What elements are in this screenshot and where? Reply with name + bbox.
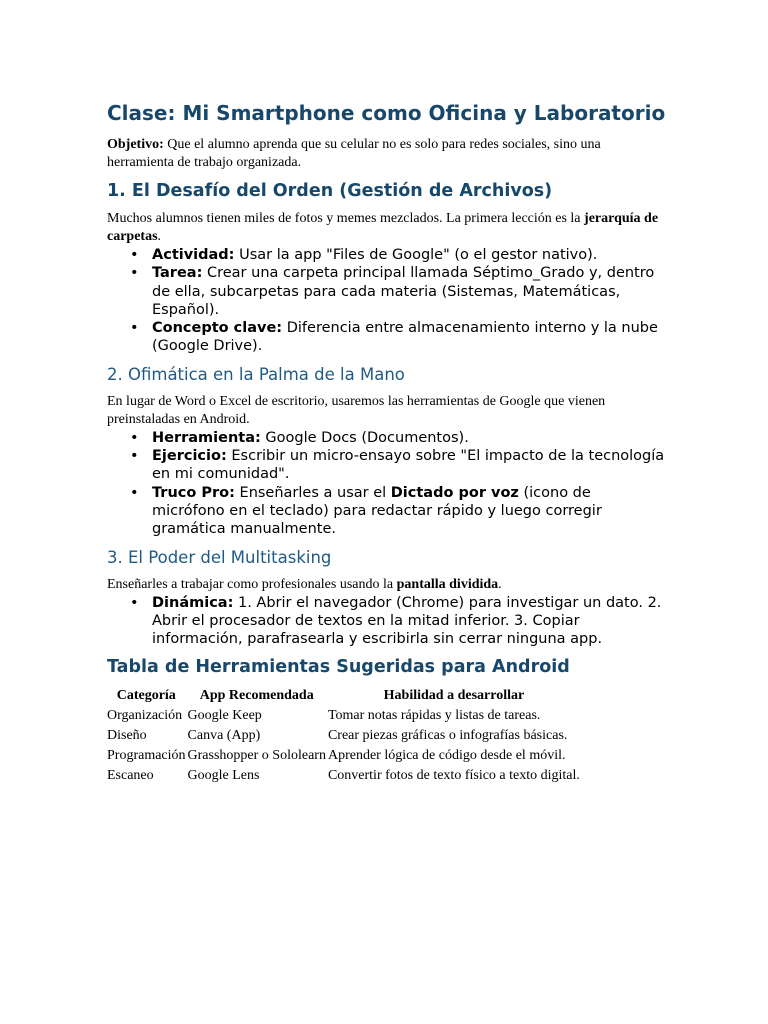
section1-heading: 1. El Desafío del Orden (Gestión de Archivos) [107,181,553,201]
table-cell: Aprender lógica de código desde el móvil. [327,748,566,764]
list-item-text-end: (icono de micrófono en el teclado) para redactar rápido y luego corregir gramática manualmente. [152,484,602,538]
list-item-text: Enseñarles a usar el [234,484,391,501]
table-row [106,746,581,766]
list-item [152,594,667,649]
section3-intro-end: . [498,576,502,592]
table-header-cell: Categoría [116,688,176,704]
table-row [106,766,581,786]
section1-intro-bold: jerarquía de carpetas [107,211,659,244]
table-cell: Convertir fotos de texto físico a texto digital. [327,768,580,784]
table-row [106,706,581,726]
list-item [152,264,667,319]
table-cell: Crear piezas gráficas o infografías básicas. [327,728,568,744]
section3-intro-text: Enseñarles a trabajar como profesionales usando la [107,576,397,592]
section3-intro [107,576,667,594]
list-item-bold: Dictado por voz [390,484,519,501]
list-item-label: Truco Pro: [152,484,235,501]
table-row [106,726,581,746]
section3-heading: 3. El Poder del Multitasking [107,547,332,567]
table-cell: Google Keep [187,708,262,724]
table-cell: Grasshopper o Sololearn [187,748,326,764]
section2-list [107,429,667,539]
objective-label: Objetivo: [107,137,164,152]
list-item-label: Concepto clave: [152,320,283,337]
table-cell: Programación [107,748,186,764]
document-page [107,100,667,786]
section1-intro-end: . [157,229,162,244]
list-item [152,429,667,447]
section1-list [107,246,667,356]
section2-intro: En lugar de Word o Excel de escritorio, usaremos las herramientas de Google que vienen preinstaladas en Android. [107,393,606,427]
list-item-label: Herramienta: [152,429,261,446]
table-cell: Canva (App) [187,728,261,744]
table-header-row [106,686,581,706]
section1-intro [107,210,667,246]
section1-intro-text: Muchos alumnos tienen miles de fotos y memes mezclados. La primera lección es la [107,211,585,226]
document-title: Clase: Mi Smartphone como Oficina y Laboratorio [107,101,666,125]
table-cell: Google Lens [187,768,260,784]
objective-text: Que el alumno aprenda que su celular no es solo para redes sociales, sino una herramienta de trabajo organizada. [107,137,601,170]
list-item-text: 1. Abrir el navegador (Chrome) para investigar un dato. 2. Abrir el procesador de textos en la mitad inferior. 3. Copiar información, parafrasearla y escribirla sin cerrar ninguna app. [152,594,662,648]
list-item-text: Usar la app "Files de Google" (o el gestor nativo). [234,247,598,263]
list-item-text: Google Docs (Documentos). [260,429,469,446]
table-header-cell: App Recomendada [199,688,314,704]
list-item [152,447,667,484]
list-item-text: Escribir un micro-ensayo sobre "El impacto de la tecnología en mi comunidad". [152,448,665,483]
section3-list [107,594,667,649]
tools-table [106,686,581,786]
table-cell: Escaneo [107,768,154,784]
table-heading: Tabla de Herramientas Sugeridas para Android [107,657,570,678]
list-item-label: Dinámica: [152,594,234,611]
list-item-text: Diferencia entre almacenamiento interno y la nube (Google Drive). [152,320,658,355]
table-header-cell: Habilidad a desarrollar [383,688,525,704]
list-item [152,319,667,356]
list-item [152,484,667,539]
list-item [152,246,667,264]
table-cell: Diseño [107,728,147,744]
list-item-label: Actividad: [152,247,235,263]
objective-paragraph [107,136,667,172]
table-cell: Tomar notas rápidas y listas de tareas. [327,708,541,724]
list-item-text: Crear una carpeta principal llamada Séptimo_Grado y, dentro de ella, subcarpetas para cada materia (Sistemas, Matemáticas, Español). [152,265,655,318]
list-item-label: Tarea: [152,265,203,282]
section2-heading: 2. Ofimática en la Palma de la Mano [107,364,405,384]
list-item-label: Ejercicio: [152,448,227,465]
table-cell: Organización [107,708,183,724]
section3-intro-bold: pantalla dividida [396,576,499,592]
